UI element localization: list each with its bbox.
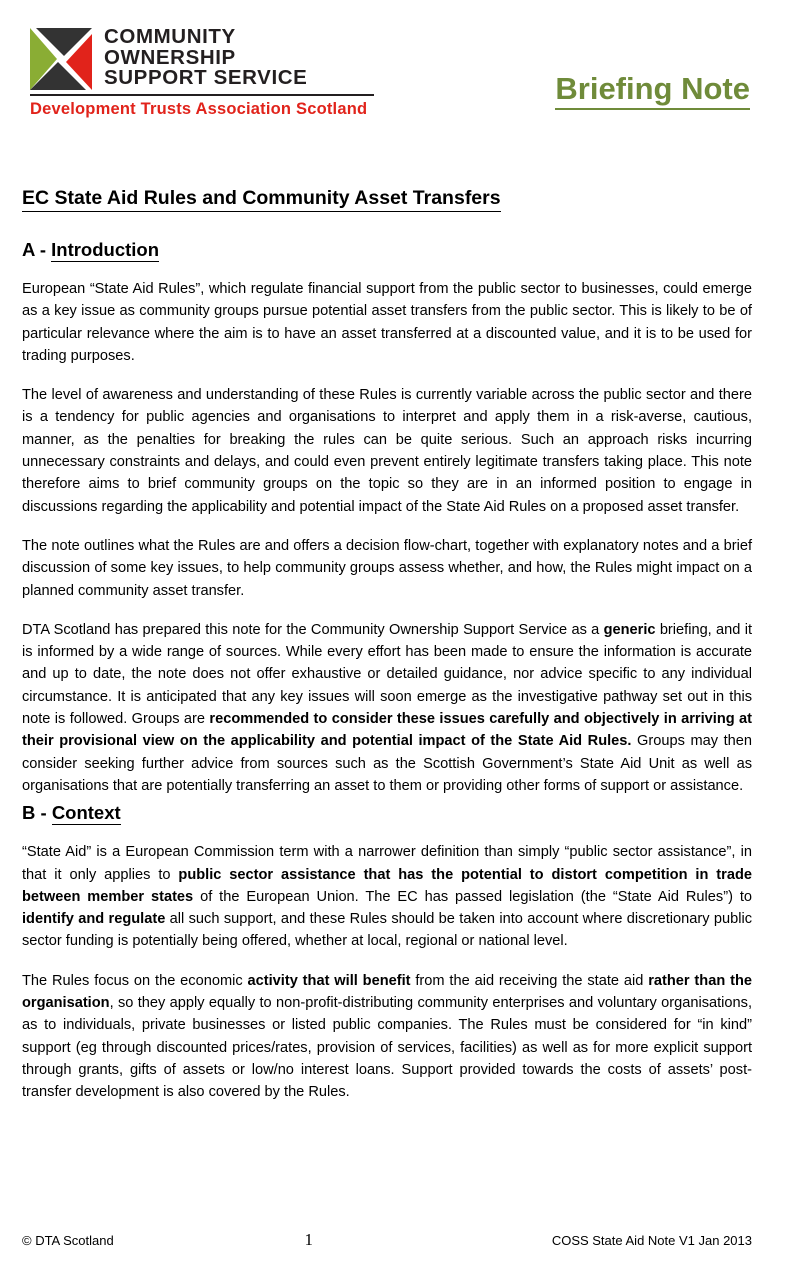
paragraph <box>22 278 752 367</box>
emphasis-text: activity that will benefit <box>247 972 411 989</box>
section-b-label: Context <box>51 802 121 824</box>
paragraph <box>22 970 752 1104</box>
logo-line-support-service: SUPPORT SERVICE <box>104 66 308 89</box>
text-run: from the aid receiving the state aid <box>410 972 649 989</box>
text-run: DTA Scotland has prepared this note for the Community Ownership Support Service as a <box>22 621 604 638</box>
section-heading-a <box>22 238 752 261</box>
footer-copyright: © DTA Scotland <box>22 1233 114 1248</box>
footer-document-ref: COSS State Aid Note V1 Jan 2013 <box>551 1233 752 1248</box>
briefing-note-title: Briefing Note <box>555 72 750 110</box>
logo-wordmark <box>104 26 307 89</box>
briefing-note-wrap <box>555 26 752 110</box>
logo-line-community: COMMUNITY <box>104 25 236 48</box>
emphasis-text: rather than the organisation <box>22 972 752 1012</box>
logo-divider <box>30 94 374 96</box>
logo-line-ownership: OWNERSHIP <box>104 45 236 69</box>
coss-logo <box>22 26 382 119</box>
text-run: briefing, and it is informed by a wide range of sources. While every effort has been made to ensure the information is accurate and up to date, the note does not offer exhaustive or detailed guidance, nor advice specific to any individual circumstance. It is anticipated that any key issues will soon emerge as the investigative pathway set out in this note is followed. Groups are <box>22 621 752 728</box>
text-run: The level of awareness and understanding of these Rules is currently variable across the public sector and there is a tendency for public agencies and organisations to interpret and apply them in a risk-averse, cautious, manner, as the penalties for breaking the rules can be quite serious. Such an approach risks incurring unnecessary constraints and delays, and could even prevent entirely legitimate transfers taking place. This note therefore aims to brief community groups on the topic so they are in an informed position to engage in discussions regarding the applicability and potential impact of the State Aid Rules on a proposed asset transfer. <box>22 387 752 515</box>
text-run: of the European Union. The EC has passed legislation (the “State Aid Rules”) to <box>193 888 752 905</box>
section-b-prefix: B - <box>22 802 52 824</box>
section-heading-b <box>22 801 752 824</box>
section-a-prefix: A - <box>22 239 52 260</box>
coss-logo-mark-icon <box>30 28 92 90</box>
text-run: all such support, and these Rules should be taken into account where discretionary public sector funding is potentially being offered, whether at local, regional or national level. <box>22 911 752 950</box>
emphasis-text: generic <box>603 621 656 638</box>
emphasis-text: identify and regulate <box>22 911 166 928</box>
text-run: The Rules focus on the economic <box>22 972 248 989</box>
text-run: European “State Aid Rules”, which regulate financial support from the public sector to businesses, could emerge as a key issue as community groups pursue potential asset transfers from the public sector. This is likely to be of particular relevance where the aim is to have an asset transferred at a discounted value, and it is to be used for trading purposes. <box>22 281 752 364</box>
footer-page-number: 1 <box>304 1230 314 1249</box>
document-title-row <box>22 164 752 212</box>
text-run: Groups may then consider seeking further advice from sources such as the Scottish Government’s State Aid Unit as well as organisations that are potentially transferring an asset to them or providing other forms of support or assistance. <box>22 733 752 794</box>
emphasis-text: recommended to consider these issues carefully and objectively in arriving at their provisional view on the applicability and potential impact of the State Aid Rules. <box>22 711 753 750</box>
text-run: The note outlines what the Rules are and offers a decision flow-chart, together with explanatory notes and a brief discussion of some key issues, to help community groups assess whether, and how, the Rules might impact on a planned community asset transfer. <box>22 537 752 599</box>
logo-tagline: Development Trusts Association Scotland <box>30 100 368 118</box>
paragraph <box>22 841 752 952</box>
page-title: EC State Aid Rules and Community Asset Transfers <box>22 186 501 212</box>
text-run: “State Aid” is a European Commission term with a narrower definition than simply “public sector assistance”, in that it only applies to <box>22 844 752 883</box>
paragraph <box>22 384 752 518</box>
logo-top-row <box>30 26 382 90</box>
section-a-label: Introduction <box>51 239 160 260</box>
emphasis-text: public sector assistance that has the potential to distort competition in trade between member states <box>22 866 752 905</box>
paragraph <box>22 535 752 602</box>
text-run: , so they apply equally to non-profit-distributing community enterprises and voluntary organisations, as to individuals, private businesses or listed public companies. The Rules must be considered for “in kind” support (eg through discounted prices/rates, provision of services, facilities) as well as for more explicit support through grants, gifts of assets or low/no interest loans. Support provided towards the costs of assets’ post-transfer development is also covered by the Rules. <box>22 995 752 1101</box>
page-footer <box>22 1230 752 1250</box>
page-header <box>22 26 752 144</box>
paragraph <box>22 619 752 797</box>
